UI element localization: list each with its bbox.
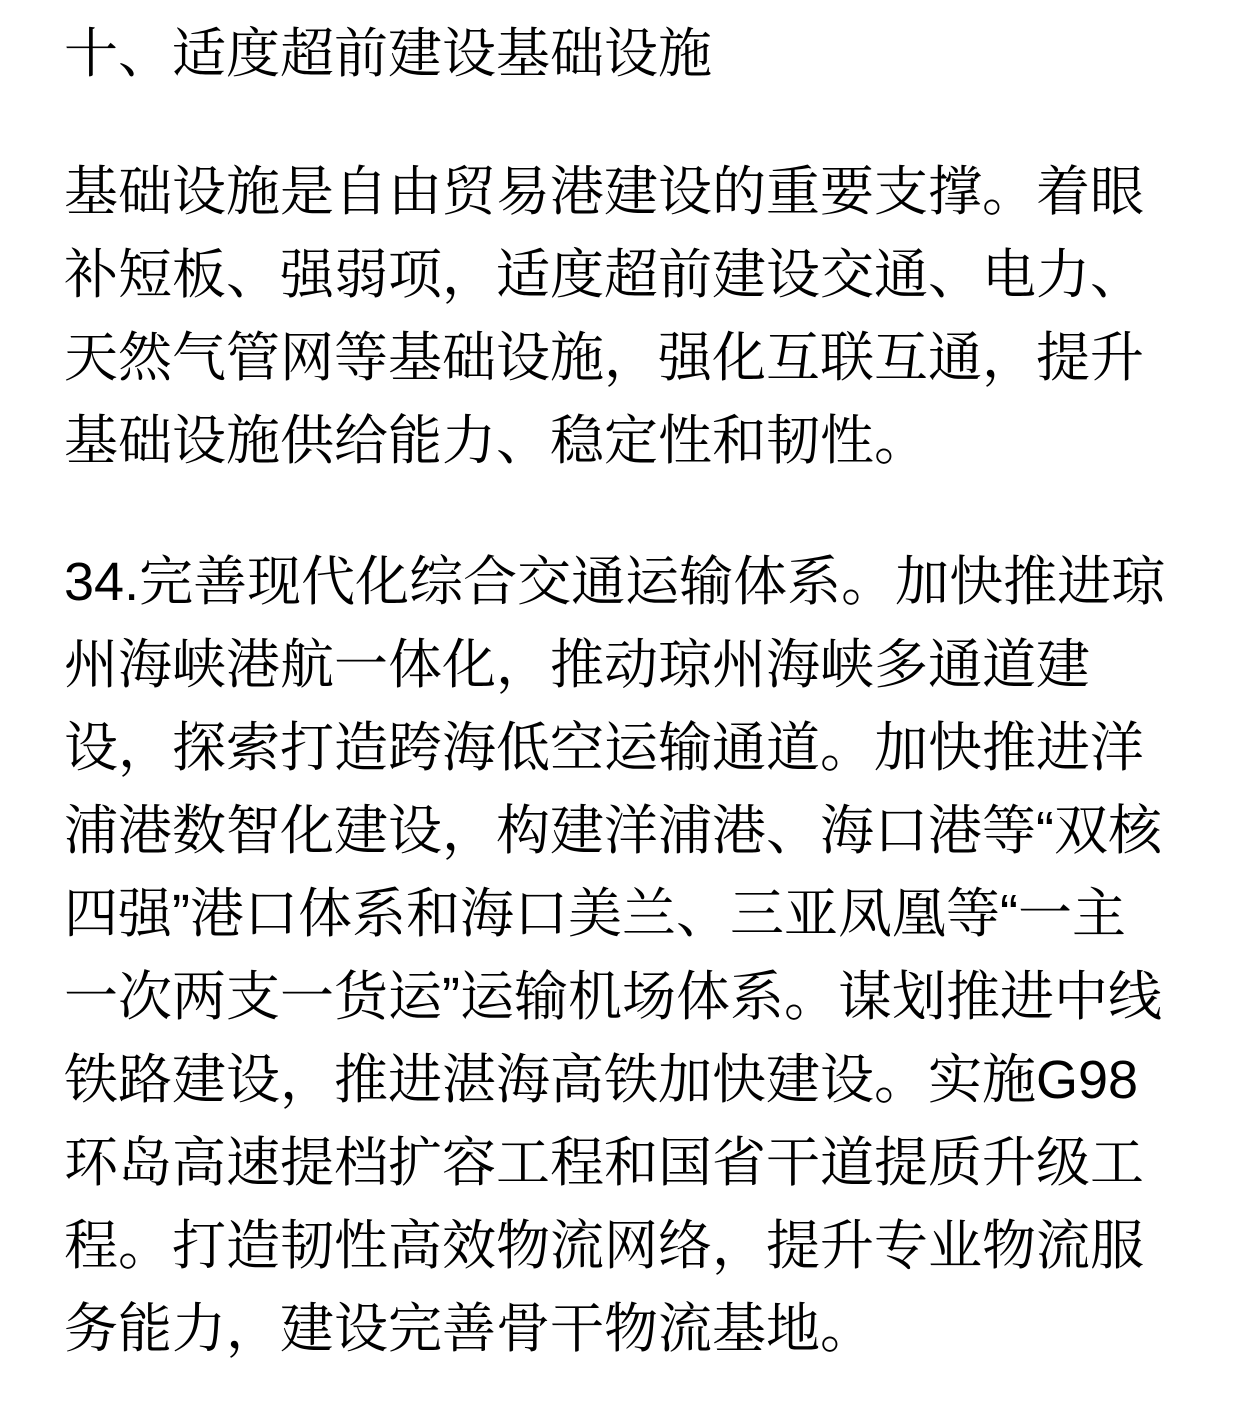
text-line: 程。打造韧性高效物流网络，提升专业物流服 — [64, 1216, 1144, 1276]
paragraph-intro — [64, 151, 1210, 483]
text-line: 四强”港口体系和海口美兰、三亚凤凰等“一主 — [64, 884, 1126, 944]
text-line: 州海峡港航一体化，推动琼州海峡多通道建 — [64, 635, 1090, 695]
text-line: 浦港数智化建设，构建洋浦港、海口港等“双核 — [64, 801, 1162, 861]
text-line: 34.完善现代化综合交通运输体系。加快推进琼 — [64, 552, 1166, 612]
text-line: 一次两支一货运”运输机场体系。谋划推进中线 — [64, 967, 1162, 1027]
text-line: 天然气管网等基础设施，强化互联互通，提升 — [64, 328, 1144, 388]
paragraph-item-34 — [64, 541, 1210, 1371]
text-line: 补短板、强弱项，适度超前建设交通、电力、 — [64, 245, 1144, 305]
text-line: 基础设施是自由贸易港建设的重要支撑。着眼 — [64, 162, 1144, 222]
text-line: 铁路建设，推进湛海高铁加快建设。实施G98 — [64, 1050, 1139, 1110]
text-line: 基础设施供给能力、稳定性和韧性。 — [64, 411, 928, 471]
section-heading: 十、适度超前建设基础设施 — [64, 24, 712, 84]
text-line: 设，探索打造跨海低空运输通道。加快推进洋 — [64, 718, 1144, 778]
text-line: 环岛高速提档扩容工程和国省干道提质升级工 — [64, 1133, 1144, 1193]
text-line: 务能力，建设完善骨干物流基地。 — [64, 1299, 874, 1359]
